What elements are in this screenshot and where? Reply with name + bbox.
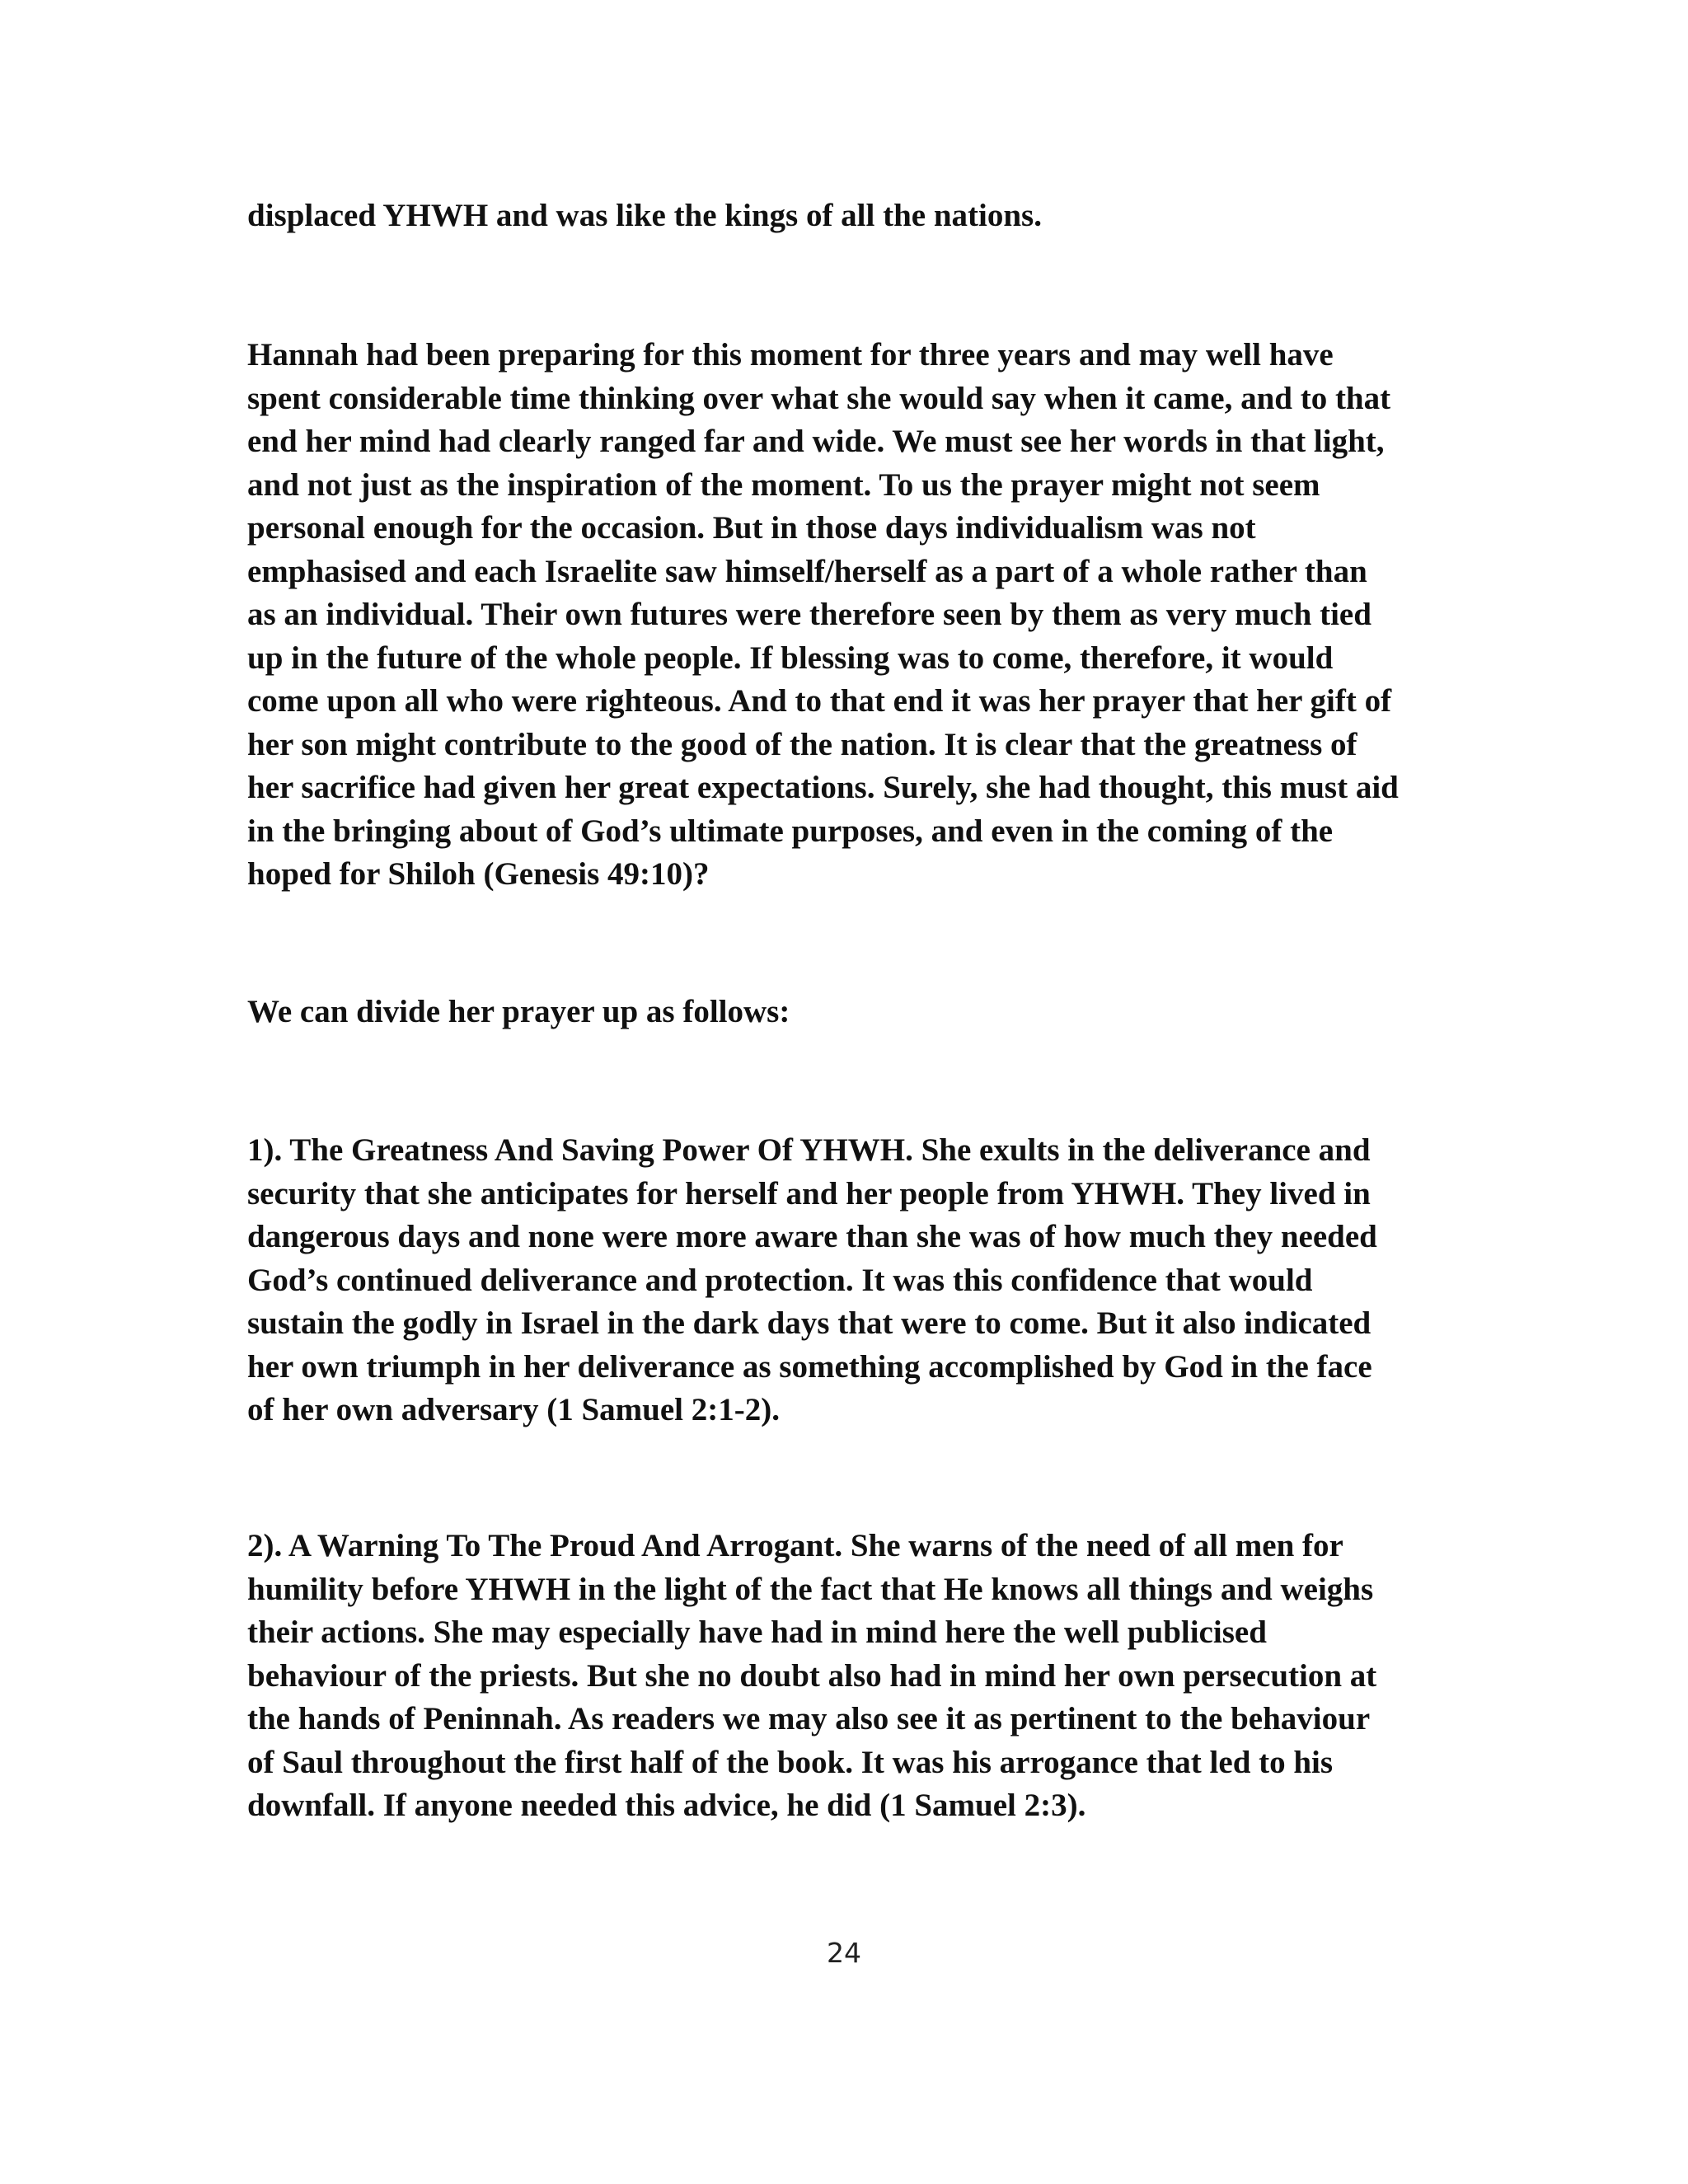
text-line: downfall. If anyone needed this advice, he did (1 Samuel 2:3).	[247, 1788, 1086, 1823]
text-line: 2). A Warning To The Proud And Arrogant. She warns of the need of all men for	[247, 1528, 1343, 1563]
text-line: sustain the godly in Israel in the dark days that were to come. But it also indicated	[247, 1305, 1372, 1341]
text-line: displaced YHWH and was like the kings of all the nations.	[247, 198, 1042, 233]
text-line: emphasised and each Israelite saw himself/herself as a part of a whole rather than	[247, 553, 1367, 589]
text-line: up in the future of the whole people. If blessing was to come, therefore, it would	[247, 640, 1334, 676]
text-line: come upon all who were righteous. And to that end it was her prayer that her gift of	[247, 683, 1392, 719]
paragraph-continuation	[247, 194, 1467, 238]
text-line: end her mind had clearly ranged far and wide. We must see her words in that light,	[247, 424, 1385, 459]
text-line: the hands of Peninnah. As readers we may also see it as pertinent to the behaviour	[247, 1701, 1371, 1736]
text-line: God’s continued deliverance and protection. It was this confidence that would	[247, 1262, 1313, 1298]
text-line: security that she anticipates for herself and her people from YHWH. They lived in	[247, 1175, 1371, 1212]
paragraph-hannah-preparation	[247, 334, 1467, 897]
page-number: 24	[827, 1937, 861, 1969]
text-line: personal enough for the occasion. But in those days individualism was not	[247, 510, 1256, 546]
text-line: We can divide her prayer up as follows:	[247, 994, 790, 1029]
text-line: hoped for Shiloh (Genesis 49:10)?	[247, 856, 710, 892]
text-line: humility before YHWH in the light of the fact that He knows all things and weighs	[247, 1571, 1374, 1607]
text-line: of Saul throughout the first half of the book. It was his arrogance that led to his	[247, 1744, 1334, 1780]
text-line: of her own adversary (1 Samuel 2:1-2).	[247, 1392, 780, 1427]
paragraph-point-two	[247, 1525, 1467, 1828]
text-line: dangerous days and none were more aware than she was of how much they needed	[247, 1219, 1377, 1254]
text-line: behaviour of the priests. But she no doubt also had in mind her own persecution at	[247, 1657, 1377, 1694]
text-line: her sacrifice had given her great expectations. Surely, she had thought, this must aid	[247, 770, 1399, 805]
text-line: Hannah had been preparing for this moment for three years and may well have	[247, 337, 1334, 373]
text-line: as an individual. Their own futures were therefore seen by them as very much tied	[247, 597, 1372, 632]
paragraph-divide-prayer	[247, 991, 1467, 1034]
text-line: her son might contribute to the good of the nation. It is clear that the greatness of	[247, 726, 1357, 762]
paragraph-point-one	[247, 1129, 1467, 1432]
text-line: in the bringing about of God’s ultimate purposes, and even in the coming of the	[247, 813, 1334, 849]
text-line: her own triumph in her deliverance as something accomplished by God in the face	[247, 1348, 1372, 1385]
text-line: and not just as the inspiration of the moment. To us the prayer might not seem	[247, 466, 1320, 503]
text-line: their actions. She may especially have had in mind here the well publicised	[247, 1615, 1267, 1650]
text-line: spent considerable time thinking over what she would say when it came, and to that	[247, 380, 1391, 416]
text-line: 1). The Greatness And Saving Power Of YHWH. She exults in the deliverance and	[247, 1132, 1371, 1168]
